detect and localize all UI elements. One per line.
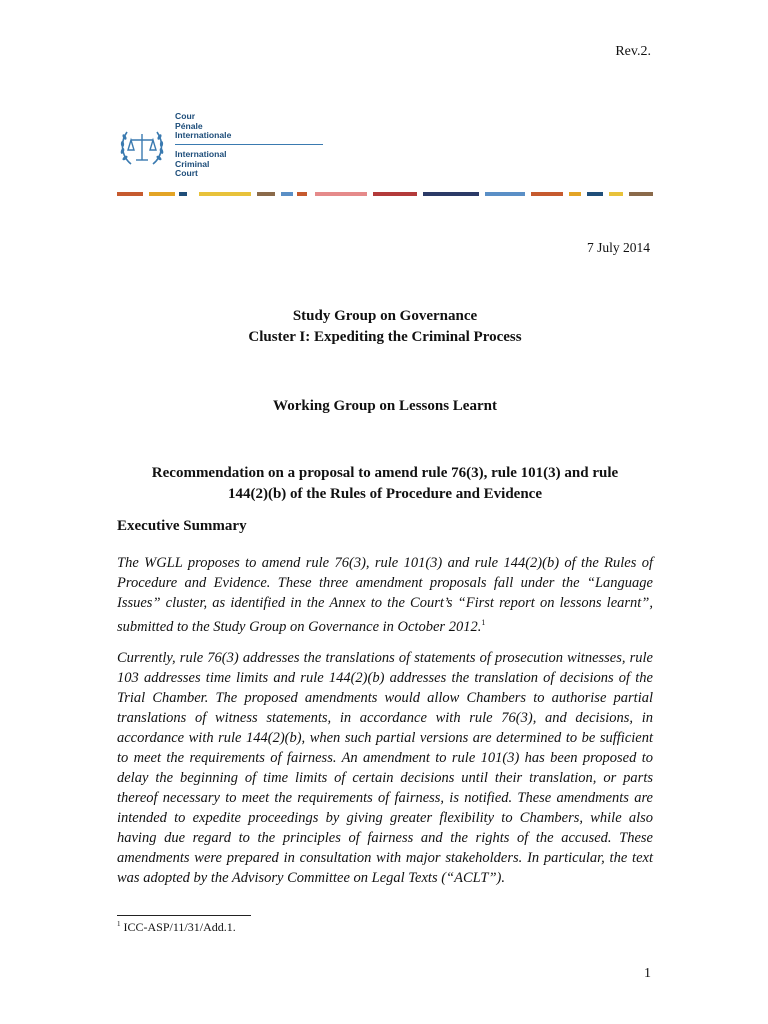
document-date: 7 July 2014 [586,240,650,255]
stripe-segment [117,192,143,196]
stripe-segment [569,192,581,196]
stripe-segment [199,192,251,196]
revision-label: Rev.2. [615,44,651,59]
stripe-segment [587,192,603,196]
logo-divider [175,144,323,145]
icc-logo [117,112,277,178]
stripe-segment [423,192,479,196]
executive-summary-heading: Executive Summary [117,518,247,534]
stripe-segment [531,192,563,196]
logo-text-french: Cour Pénale Internationale [175,111,232,141]
stripe-segment [179,192,187,196]
stripe-segment [485,192,525,196]
summary-paragraph-1: The WGLL proposes to amend rule 76(3), rule 101(3) and rule 144(2)(b) of the Rules of Procedure and Evidence. These three amendment proposals fall under the “Language Issues” cluster, as identified in the Annex to the Court’s “First report on lessons learnt”, submitted to the Study Group on Governance in October 2012.$^1$ [117,555,653,635]
stripe-segment [149,192,175,196]
stripe-segment [297,192,307,196]
stripe-segment [315,192,367,196]
stripe-segment [609,192,623,196]
laurel-scales-icon [117,122,167,172]
footnote-ref[interactable]: 1 [481,618,486,627]
title-study-group: Study Group on Governance [292,308,478,324]
page-number: 1 [644,966,651,981]
footnote: $^1$ ICC-ASP/11/31/Add.1. [117,920,236,934]
title-working-group: Working Group on Lessons Learnt [273,398,497,414]
title-cluster: Cluster I: Expediting the Criminal Process [248,329,522,345]
stripe-segment [629,192,653,196]
stripe-segment [281,192,293,196]
logo-text-english: International Criminal Court [175,149,227,179]
stripe-segment [373,192,417,196]
recommendation-title: Recommendation on a proposal to amend rule 76(3), rule 101(3) and rule 144(2)(b) of the Rules of Procedure and Evidence [151,465,619,502]
color-stripe [117,192,653,196]
summary-paragraph-2: Currently, rule 76(3) addresses the translations of statements of prosecution witnesses, rule 103 addresses time limits and rule 144(2)(b) addresses the translation of decisions of the Trial Chamber. The proposed amendments would allow Chambers to authorise partial translations of witness statements, in accordance with rule 76(3), and decisions, in accordance with rule 144(2)(b), when such partial versions are determined to be sufficient to meet the requirements of fairness. An amendment to rule 101(3) has been proposed to delay the beginning of time limits of certain decisions until their translation, or parts thereof necessary to meet the requirements of fairness, is notified. These amendments are intended to expedite proceedings by giving greater flexibility to Chambers, while also having due regard to the principles of fairness and the rights of the accused. These amendments were prepared in consultation with major stakeholders. In particular, the text was adopted by the Advisory Committee on Legal Texts (“ACLT”). [117,650,653,886]
footnote-divider [117,915,251,916]
title-block [117,306,653,348]
stripe-segment [257,192,275,196]
